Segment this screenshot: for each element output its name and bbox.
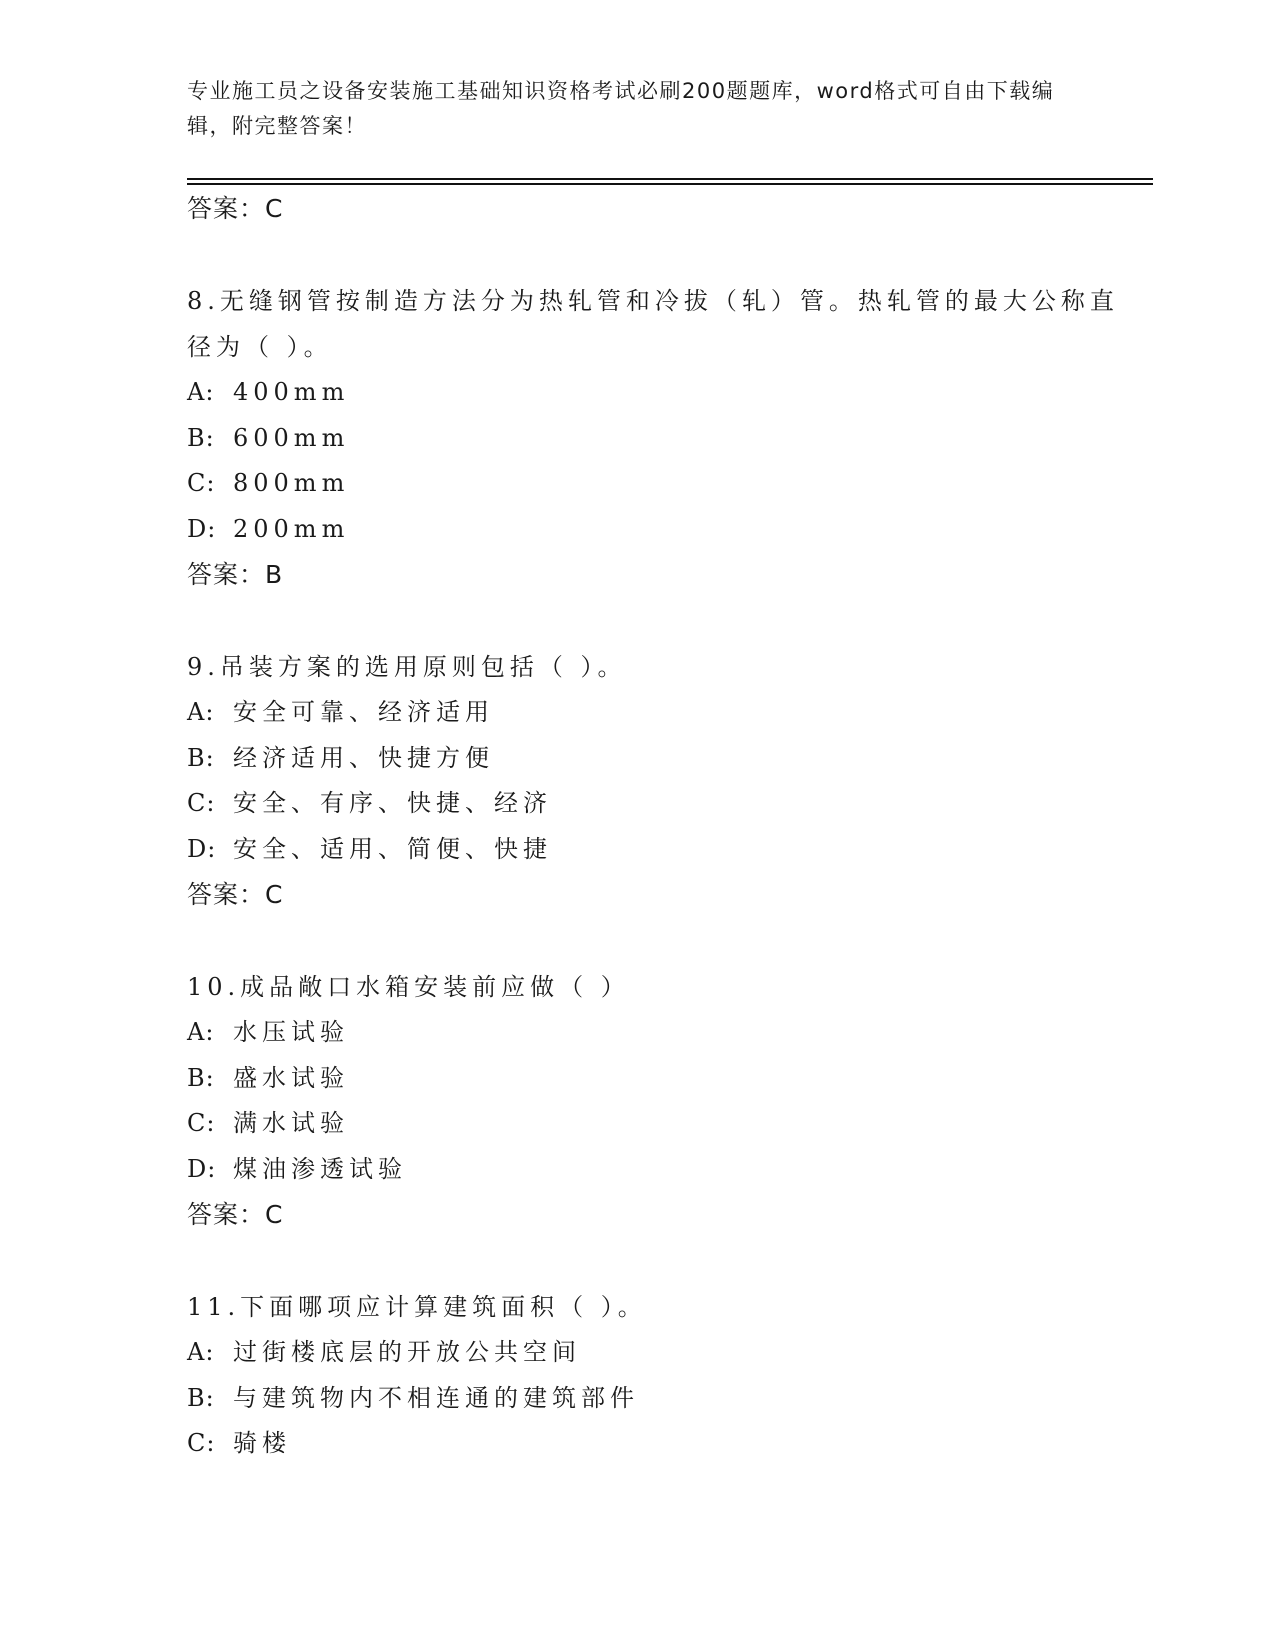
option-d (187, 507, 1137, 553)
option-letter: D: (187, 1154, 217, 1183)
option-text: 盛水试验 (233, 1063, 349, 1092)
header-divider-bottom (187, 183, 1153, 185)
question-8 (187, 278, 1137, 598)
option-text: 安全、有序、快捷、经济 (233, 789, 552, 817)
option-letter: C: (187, 1109, 216, 1137)
option-letter: B: (187, 1063, 215, 1092)
option-letter: A: (187, 698, 215, 726)
option-letter: B: (187, 743, 215, 772)
option-letter: B: (187, 1383, 215, 1412)
option-letter: C: (187, 469, 216, 497)
question-stem: 8.无缝钢管按制造方法分为热轧管和冷拔（轧）管。热轧管的最大公称直径为（ ）。 (187, 287, 1119, 361)
option-text: 800mm (233, 469, 350, 497)
option-letter: A: (187, 378, 215, 406)
question-11 (187, 1284, 1137, 1467)
question-stem: 11.下面哪项应计算建筑面积（ ）。 (187, 1293, 647, 1321)
question-list (187, 186, 1137, 1467)
question-9 (187, 644, 1137, 918)
answer-line: 答案：C (187, 880, 284, 909)
option-letter: D: (187, 834, 217, 863)
option-text: 骑楼 (233, 1429, 291, 1457)
question-stem: 10.成品敞口水箱安装前应做（ ） (187, 973, 630, 1001)
option-letter: A: (187, 1018, 215, 1046)
option-b (187, 416, 1137, 462)
option-text: 400mm (233, 378, 350, 406)
header-divider-top (187, 178, 1153, 180)
option-text: 满水试验 (233, 1109, 349, 1137)
option-text: 与建筑物内不相连通的建筑部件 (233, 1383, 639, 1412)
option-c (187, 1101, 1137, 1147)
option-c (187, 1421, 1137, 1467)
option-letter: A: (187, 1338, 215, 1366)
option-a (187, 1330, 1137, 1376)
option-d (187, 827, 1137, 873)
option-b (187, 1376, 1137, 1422)
answer-line: 答案：C (187, 1200, 284, 1229)
option-b (187, 1056, 1137, 1102)
option-a (187, 370, 1137, 416)
option-text: 煤油渗透试验 (233, 1154, 407, 1183)
option-text: 安全、适用、简便、快捷 (233, 834, 552, 863)
option-text: 经济适用、快捷方便 (233, 743, 494, 772)
option-text: 过街楼底层的开放公共空间 (233, 1338, 581, 1366)
option-text: 安全可靠、经济适用 (233, 698, 494, 726)
answer-line: 答案：B (187, 560, 284, 589)
option-letter: C: (187, 789, 216, 817)
question-stem: 9.吊装方案的选用原则包括（ ）。 (187, 653, 627, 681)
option-d (187, 1147, 1137, 1193)
option-b (187, 736, 1137, 782)
option-letter: C: (187, 1429, 216, 1457)
option-c (187, 781, 1137, 827)
option-text: 200mm (233, 514, 350, 543)
option-a (187, 1010, 1137, 1056)
option-letter: B: (187, 423, 215, 452)
document-header: 专业施工员之设备安装施工基础知识资格考试必刷200题题库，word格式可自由下载编辑，附完整答案！ (187, 79, 1055, 138)
previous-answer: 答案：C (187, 194, 284, 223)
option-letter: D: (187, 514, 217, 543)
option-c (187, 461, 1137, 507)
question-10 (187, 964, 1137, 1238)
option-text: 600mm (233, 423, 350, 452)
option-text: 水压试验 (233, 1018, 349, 1046)
option-a (187, 690, 1137, 736)
